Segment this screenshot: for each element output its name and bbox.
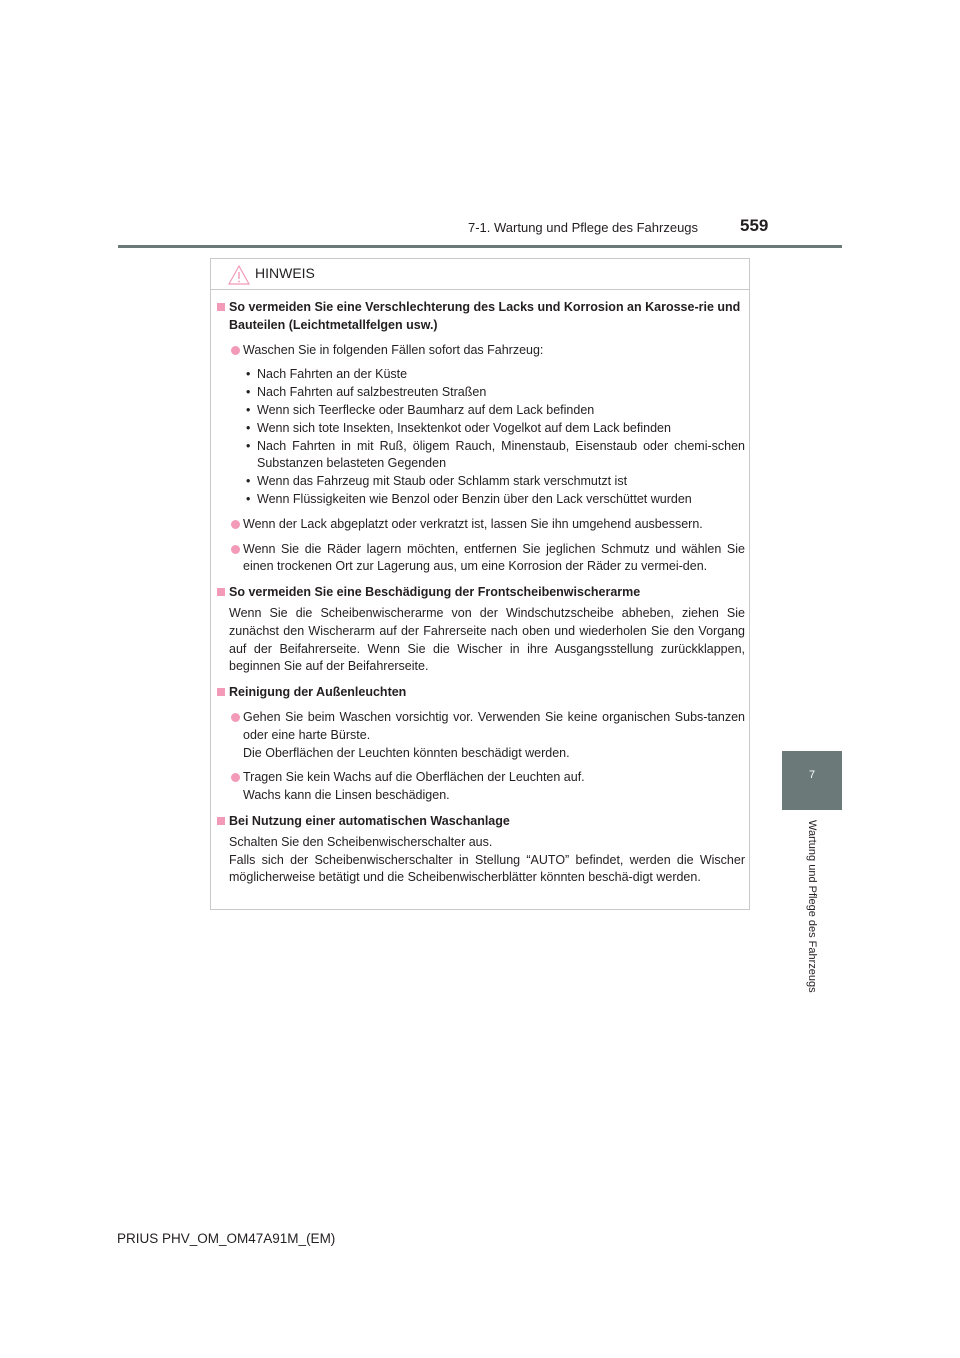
circle-bullet-icon	[231, 773, 240, 782]
paragraph: Falls sich der Scheibenwischerschalter in Stellung “AUTO” befindet, werden die Wischer möglicherweise betätigt und die Scheibenwischerblätter könnten beschä-digt werden.	[229, 852, 745, 885]
circle-bullet-icon	[231, 346, 240, 355]
item-text: Wenn der Lack abgeplatzt oder verkratzt ist, lassen Sie ihn umgehend ausbessern.	[243, 516, 703, 531]
item-text: Waschen Sie in folgenden Fällen sofort das Fahrzeug:	[243, 342, 544, 357]
hinweis-notice-box	[210, 258, 750, 910]
document-id: PRIUS PHV_OM_OM47A91M_(EM)	[117, 1231, 336, 1246]
paragraph: Schalten Sie den Scheibenwischerschalter aus.	[229, 834, 493, 849]
bullet-item: • Nach Fahrten an der Küste	[246, 367, 408, 382]
square-bullet-icon	[217, 688, 225, 696]
bullet-text: Wenn Flüssigkeiten wie Benzol oder Benzin über den Lack verschüttet wurden	[257, 491, 692, 506]
notice-header	[211, 259, 749, 290]
section-heading	[217, 684, 745, 702]
list-item	[217, 769, 745, 805]
bullet-item: • Wenn Flüssigkeiten wie Benzol oder Benzin über den Lack verschüttet wurden	[246, 491, 692, 506]
item-text: Tragen Sie kein Wachs auf die Oberflächen der Leuchten auf.	[243, 770, 585, 785]
bullet-item: • Nach Fahrten auf salzbestreuten Straßen	[246, 385, 487, 400]
bullet-item: • Wenn sich Teerflecke oder Baumharz auf dem Lack befinden	[246, 402, 595, 417]
bullet-text: Nach Fahrten an der Küste	[257, 367, 408, 382]
heading-text: So vermeiden Sie eine Verschlechterung des Lacks und Korrosion an Karosse-rie und Bauteilen (Leichtmetallfelgen usw.)	[229, 300, 741, 332]
chapter-side-title: Wartung und Pflege des Fahrzeugs	[806, 820, 818, 993]
list-item	[217, 709, 745, 762]
list-item	[217, 541, 745, 577]
warning-triangle-icon	[228, 265, 250, 285]
bullet-text: Wenn sich tote Insekten, Insektenkot oder Vogelkot auf dem Lack befinden	[257, 420, 671, 435]
list-item	[217, 516, 745, 534]
bullet-item: • Nach Fahrten in mit Ruß, öligem Rauch, Minenstaub, Eisenstaub oder chemi-schen Substanzen belasteten Gegenden	[246, 438, 745, 471]
notice-label: HINWEIS	[255, 265, 315, 281]
section-heading	[217, 813, 745, 831]
item-text: Wachs kann die Linsen beschädigen.	[243, 788, 450, 803]
item-text: Die Oberflächen der Leuchten könnten beschädigt werden.	[243, 745, 570, 760]
heading-text: Reinigung der Außenleuchten	[229, 685, 407, 700]
side-title-container	[782, 820, 842, 1030]
notice-content	[217, 299, 745, 887]
circle-bullet-icon	[231, 520, 240, 529]
item-text: Gehen Sie beim Waschen vorsichtig vor. Verwenden Sie keine organischen Subs-tanzen oder eine harte Bürste.	[243, 709, 745, 742]
bullet-text: Wenn sich Teerflecke oder Baumharz auf dem Lack befinden	[257, 402, 595, 417]
bullet-list	[217, 366, 745, 508]
chapter-number: 7	[808, 769, 816, 781]
square-bullet-icon	[217, 817, 225, 825]
header-rule	[118, 245, 842, 248]
chapter-tab	[782, 751, 842, 810]
square-bullet-icon	[217, 303, 225, 311]
section-heading	[217, 299, 745, 335]
list-item	[217, 342, 745, 360]
bullet-text: Wenn das Fahrzeug mit Staub oder Schlamm stark verschmutzt ist	[257, 474, 628, 489]
bullet-text: Nach Fahrten in mit Ruß, öligem Rauch, Minenstaub, Eisenstaub oder chemi-schen Substanzen belasteten Gegenden	[257, 438, 745, 471]
bullet-item: • Wenn sich tote Insekten, Insektenkot oder Vogelkot auf dem Lack befinden	[246, 420, 671, 435]
square-bullet-icon	[217, 588, 225, 596]
item-text: Wenn Sie die Räder lagern möchten, entfernen Sie jeglichen Schmutz und wählen Sie einen trockenen Ort zur Lagerung aus, um eine Korrosion der Räder zu vermei-den.	[243, 541, 745, 574]
page-number: 559	[740, 216, 769, 235]
heading-text: Bei Nutzung einer automatischen Waschanlage	[229, 813, 510, 828]
paragraph: Wenn Sie die Scheibenwischerarme von der Windschutzscheibe abheben, ziehen Sie zunächst den Wischerarm auf der Fahrerseite nach oben und wiederholen Sie den Vorgang auf der Beifahrerseite. Wenn Sie die Wischer in ihre Ausgangsstellung zurückklappen, beginnen Sie auf der Beifahrerseite.	[229, 605, 745, 674]
heading-text: So vermeiden Sie eine Beschädigung der Frontscheibenwischerarme	[229, 585, 641, 600]
bullet-item: • Wenn das Fahrzeug mit Staub oder Schlamm stark verschmutzt ist	[246, 474, 628, 489]
bullet-text: Nach Fahrten auf salzbestreuten Straßen	[257, 385, 487, 400]
running-header-section: 7-1. Wartung und Pflege des Fahrzeugs	[468, 220, 699, 235]
circle-bullet-icon	[231, 545, 240, 554]
section-heading	[217, 584, 745, 602]
circle-bullet-icon	[231, 713, 240, 722]
